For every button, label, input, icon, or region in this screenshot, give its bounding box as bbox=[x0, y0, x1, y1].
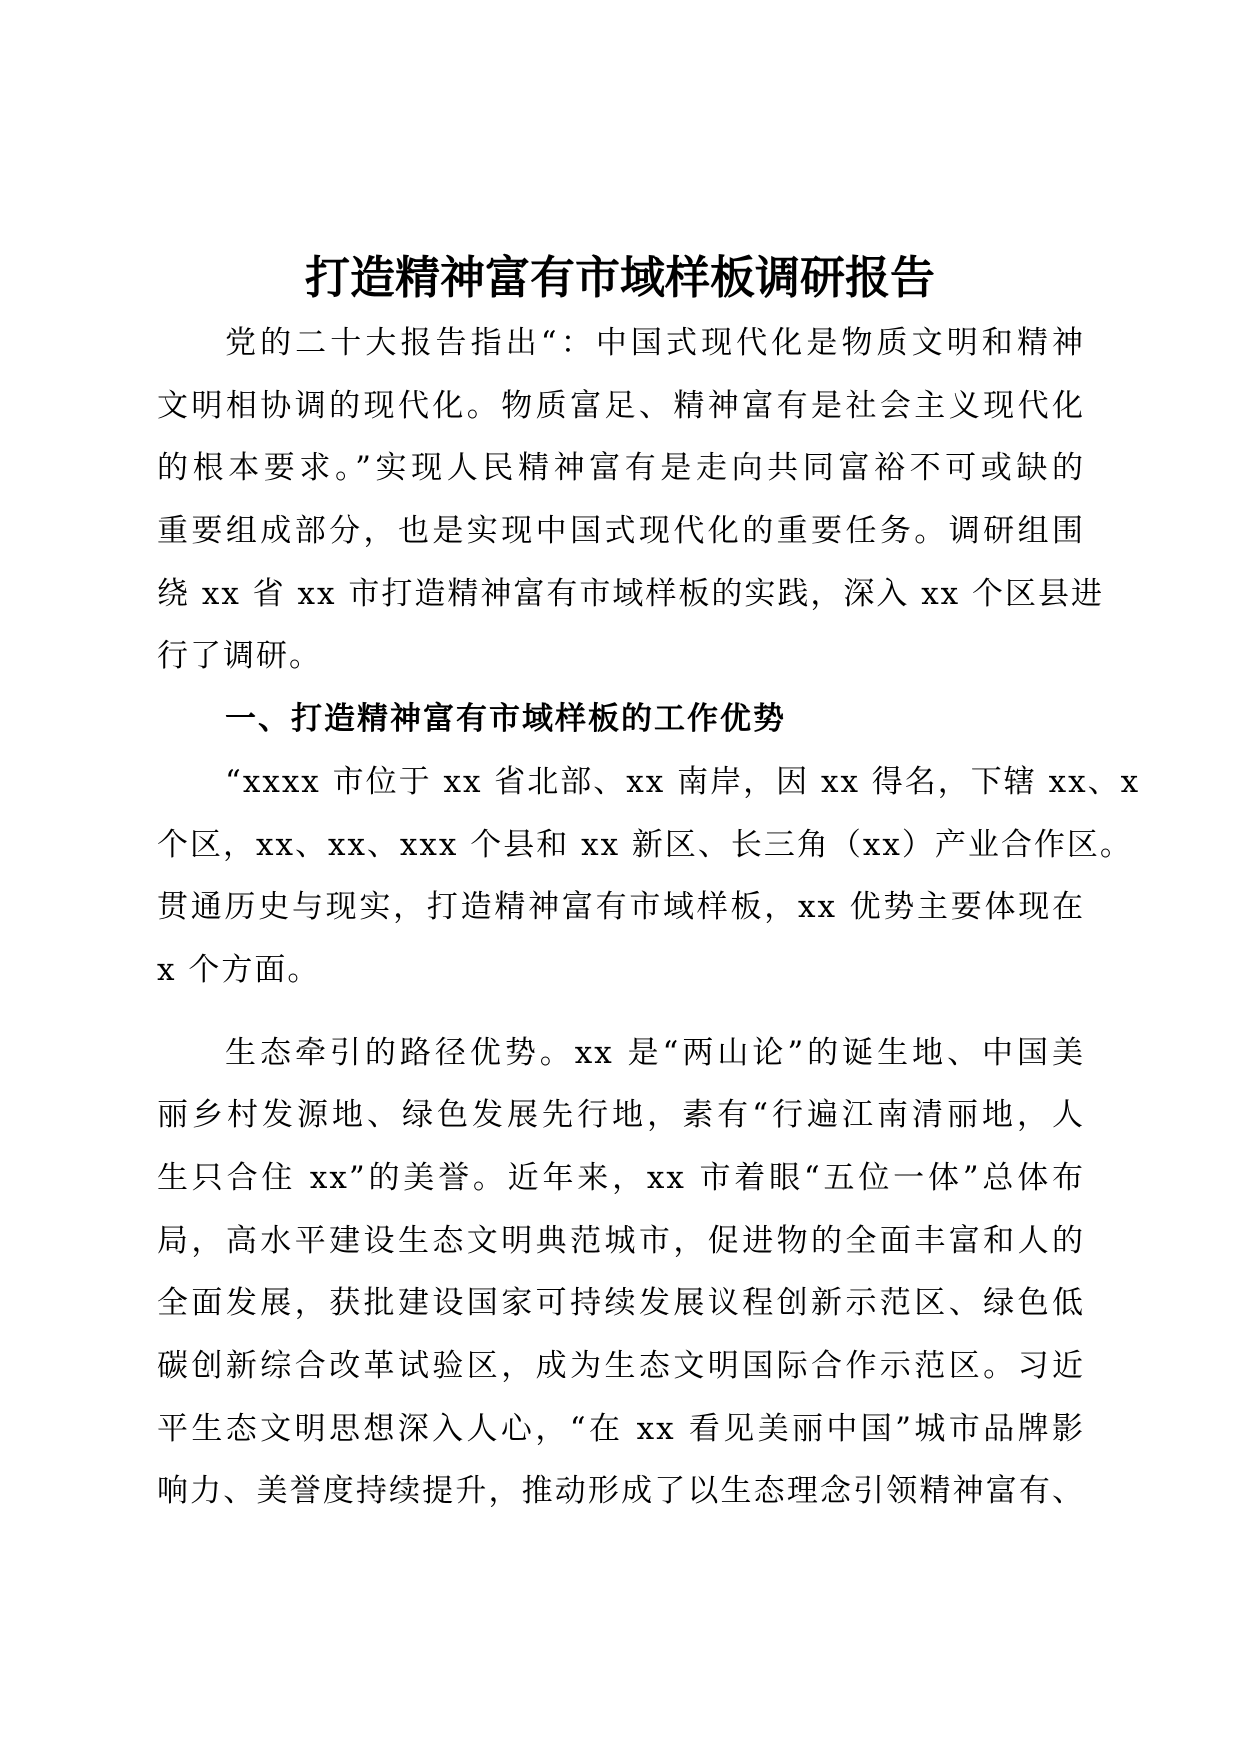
paragraph-line: 贯通历史与现实，打造精神富有市域样板，xx 优势主要体现在 bbox=[157, 889, 1085, 926]
paragraph-line: 重要组成部分，也是实现中国式现代化的重要任务。调研组围 bbox=[157, 513, 1085, 550]
paragraph-line: 的根本要求。”实现人民精神富有是走向共同富裕不可或缺的 bbox=[157, 450, 1085, 487]
paragraph-spacer bbox=[157, 1002, 1085, 1022]
paragraph-line: 丽乡村发源地、绿色发展先行地，素有“行遍江南清丽地，人 bbox=[157, 1097, 1085, 1134]
document-title: 打造精神富有市域样板调研报告 bbox=[304, 251, 935, 304]
paragraph-line-last: x 个方面。 bbox=[157, 951, 321, 988]
paragraph-line-first: 党的二十大报告指出“：中国式现代化是物质文明和精神 bbox=[225, 325, 1085, 361]
paragraph-line-first: 生态牵引的路径优势。xx 是“两山论”的诞生地、中国美 bbox=[225, 1034, 1085, 1071]
paragraph-line-first: “xxxx 市位于 xx 省北部、xx 南岸，因 xx 得名，下辖 xx、x bbox=[225, 763, 1141, 800]
paragraph-line: 碳创新综合改革试验区，成为生态文明国际合作示范区。习近 bbox=[157, 1348, 1085, 1384]
paragraph-line: 个区，xx、xx、xxx 个县和 xx 新区、长三角（xx）产业合作区。 bbox=[157, 826, 1133, 863]
paragraph-line: 响力、美誉度持续提升，推动形成了以生态理念引领精神富有、 bbox=[157, 1473, 1085, 1510]
paragraph-line: 全面发展，获批建设国家可持续发展议程创新示范区、绿色低 bbox=[157, 1285, 1085, 1322]
paragraph-line: 绕 xx 省 xx 市打造精神富有市域样板的实践，深入 xx 个区县进 bbox=[157, 575, 1105, 612]
document-body bbox=[157, 312, 1141, 1523]
paragraph-line: 文明相协调的现代化。物质富足、精神富有是社会主义现代化 bbox=[157, 387, 1085, 424]
section-heading: 一、打造精神富有市域样板的工作优势 bbox=[225, 701, 786, 738]
paragraph-line: 局，高水平建设生态文明典范城市，促进物的全面丰富和人的 bbox=[157, 1222, 1085, 1259]
paragraph-line: 平生态文明思想深入人心，“在 xx 看见美丽中国”城市品牌影 bbox=[157, 1410, 1085, 1447]
paragraph-line-last: 行了调研。 bbox=[157, 638, 322, 675]
paragraph-line: 生只合住 xx”的美誉。近年来，xx 市着眼“五位一体”总体布 bbox=[157, 1159, 1085, 1196]
